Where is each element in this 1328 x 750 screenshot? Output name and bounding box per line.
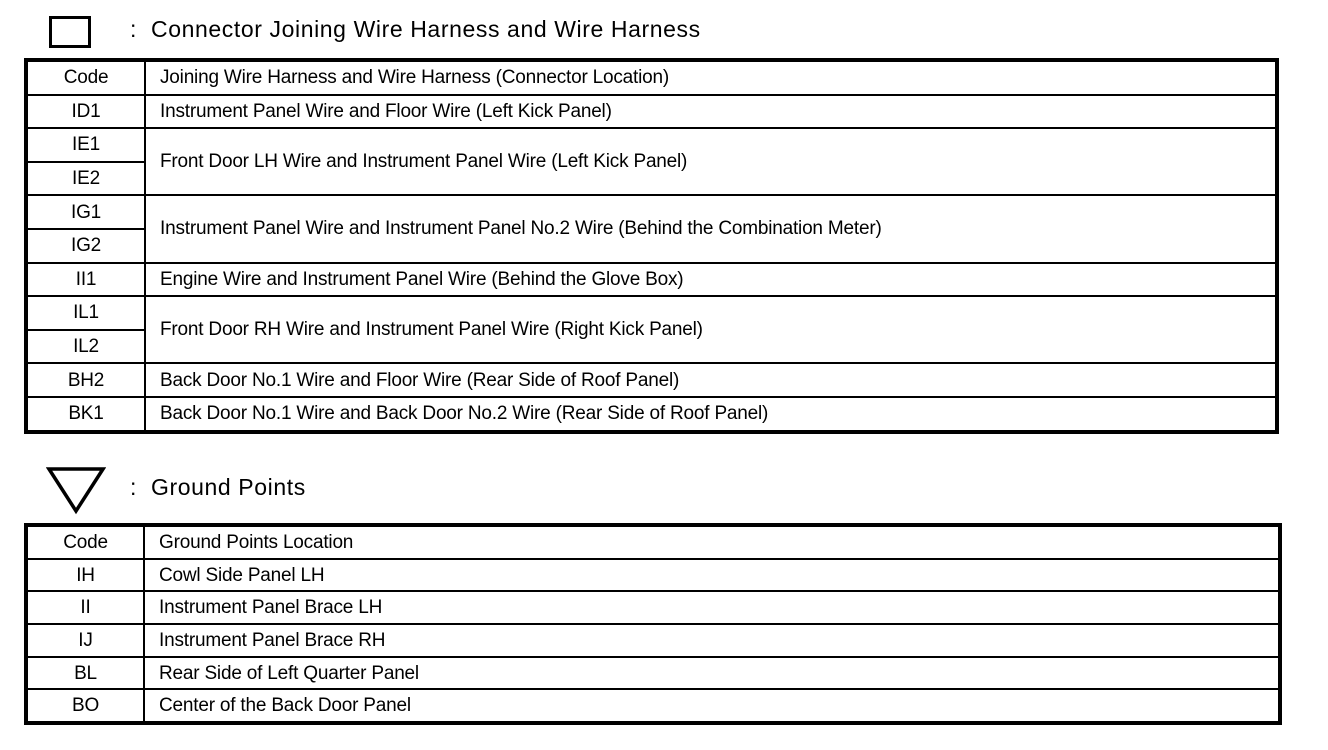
header-code: Code	[27, 61, 145, 95]
row-description: Instrument Panel Brace LH	[144, 591, 1279, 624]
table-row	[27, 559, 1279, 592]
row-code: II1	[27, 263, 145, 297]
row-code: IE2	[27, 162, 145, 196]
ground-table	[26, 525, 1280, 723]
connector-legend	[130, 18, 701, 41]
row-code: IJ	[27, 624, 144, 657]
header-description: Ground Points Location	[144, 526, 1279, 559]
table-row	[27, 657, 1279, 690]
connector-legend-title: Connector Joining Wire Harness and Wire Harness	[150, 16, 701, 42]
row-description: Back Door No.1 Wire and Floor Wire (Rear Side of Roof Panel)	[145, 363, 1276, 397]
table-row	[27, 128, 1276, 162]
row-description: Back Door No.1 Wire and Back Door No.2 Wire (Rear Side of Roof Panel)	[145, 397, 1276, 431]
row-code: IH	[27, 559, 144, 592]
row-description: Front Door LH Wire and Instrument Panel Wire (Left Kick Panel)	[145, 128, 1276, 195]
row-code: BH2	[27, 363, 145, 397]
table-header-row	[27, 526, 1279, 559]
row-code: IG1	[27, 195, 145, 229]
row-code: II	[27, 591, 144, 624]
ground-legend-title: Ground Points	[150, 474, 306, 500]
row-code: BK1	[27, 397, 145, 431]
row-code: ID1	[27, 95, 145, 129]
header-code: Code	[27, 526, 144, 559]
table-row	[27, 397, 1276, 431]
row-description: Center of the Back Door Panel	[144, 689, 1279, 722]
table-row	[27, 263, 1276, 297]
table-row	[27, 624, 1279, 657]
row-description: Instrument Panel Wire and Instrument Panel No.2 Wire (Behind the Combination Meter)	[145, 195, 1276, 262]
row-description: Front Door RH Wire and Instrument Panel Wire (Right Kick Panel)	[145, 296, 1276, 363]
table-row	[27, 296, 1276, 330]
row-code: IL1	[27, 296, 145, 330]
down-triangle-outline-icon	[46, 466, 106, 516]
table-row	[27, 95, 1276, 129]
row-description: Cowl Side Panel LH	[144, 559, 1279, 592]
square-outline-icon	[49, 16, 91, 48]
row-description: Engine Wire and Instrument Panel Wire (Behind the Glove Box)	[145, 263, 1276, 297]
row-description: Rear Side of Left Quarter Panel	[144, 657, 1279, 690]
row-description: Instrument Panel Brace RH	[144, 624, 1279, 657]
row-code: IG2	[27, 229, 145, 263]
table-row	[27, 591, 1279, 624]
row-code: IL2	[27, 330, 145, 364]
ground-legend	[130, 476, 306, 499]
row-code: BO	[27, 689, 144, 722]
table-row	[27, 689, 1279, 722]
table-header-row	[27, 61, 1276, 95]
row-code: BL	[27, 657, 144, 690]
row-code: IE1	[27, 128, 145, 162]
connector-legend-colon: :	[130, 16, 137, 42]
ground-legend-colon: :	[130, 474, 137, 500]
table-row	[27, 363, 1276, 397]
table-row	[27, 195, 1276, 229]
header-description: Joining Wire Harness and Wire Harness (Connector Location)	[145, 61, 1276, 95]
row-description: Instrument Panel Wire and Floor Wire (Left Kick Panel)	[145, 95, 1276, 129]
connector-table	[26, 60, 1277, 432]
